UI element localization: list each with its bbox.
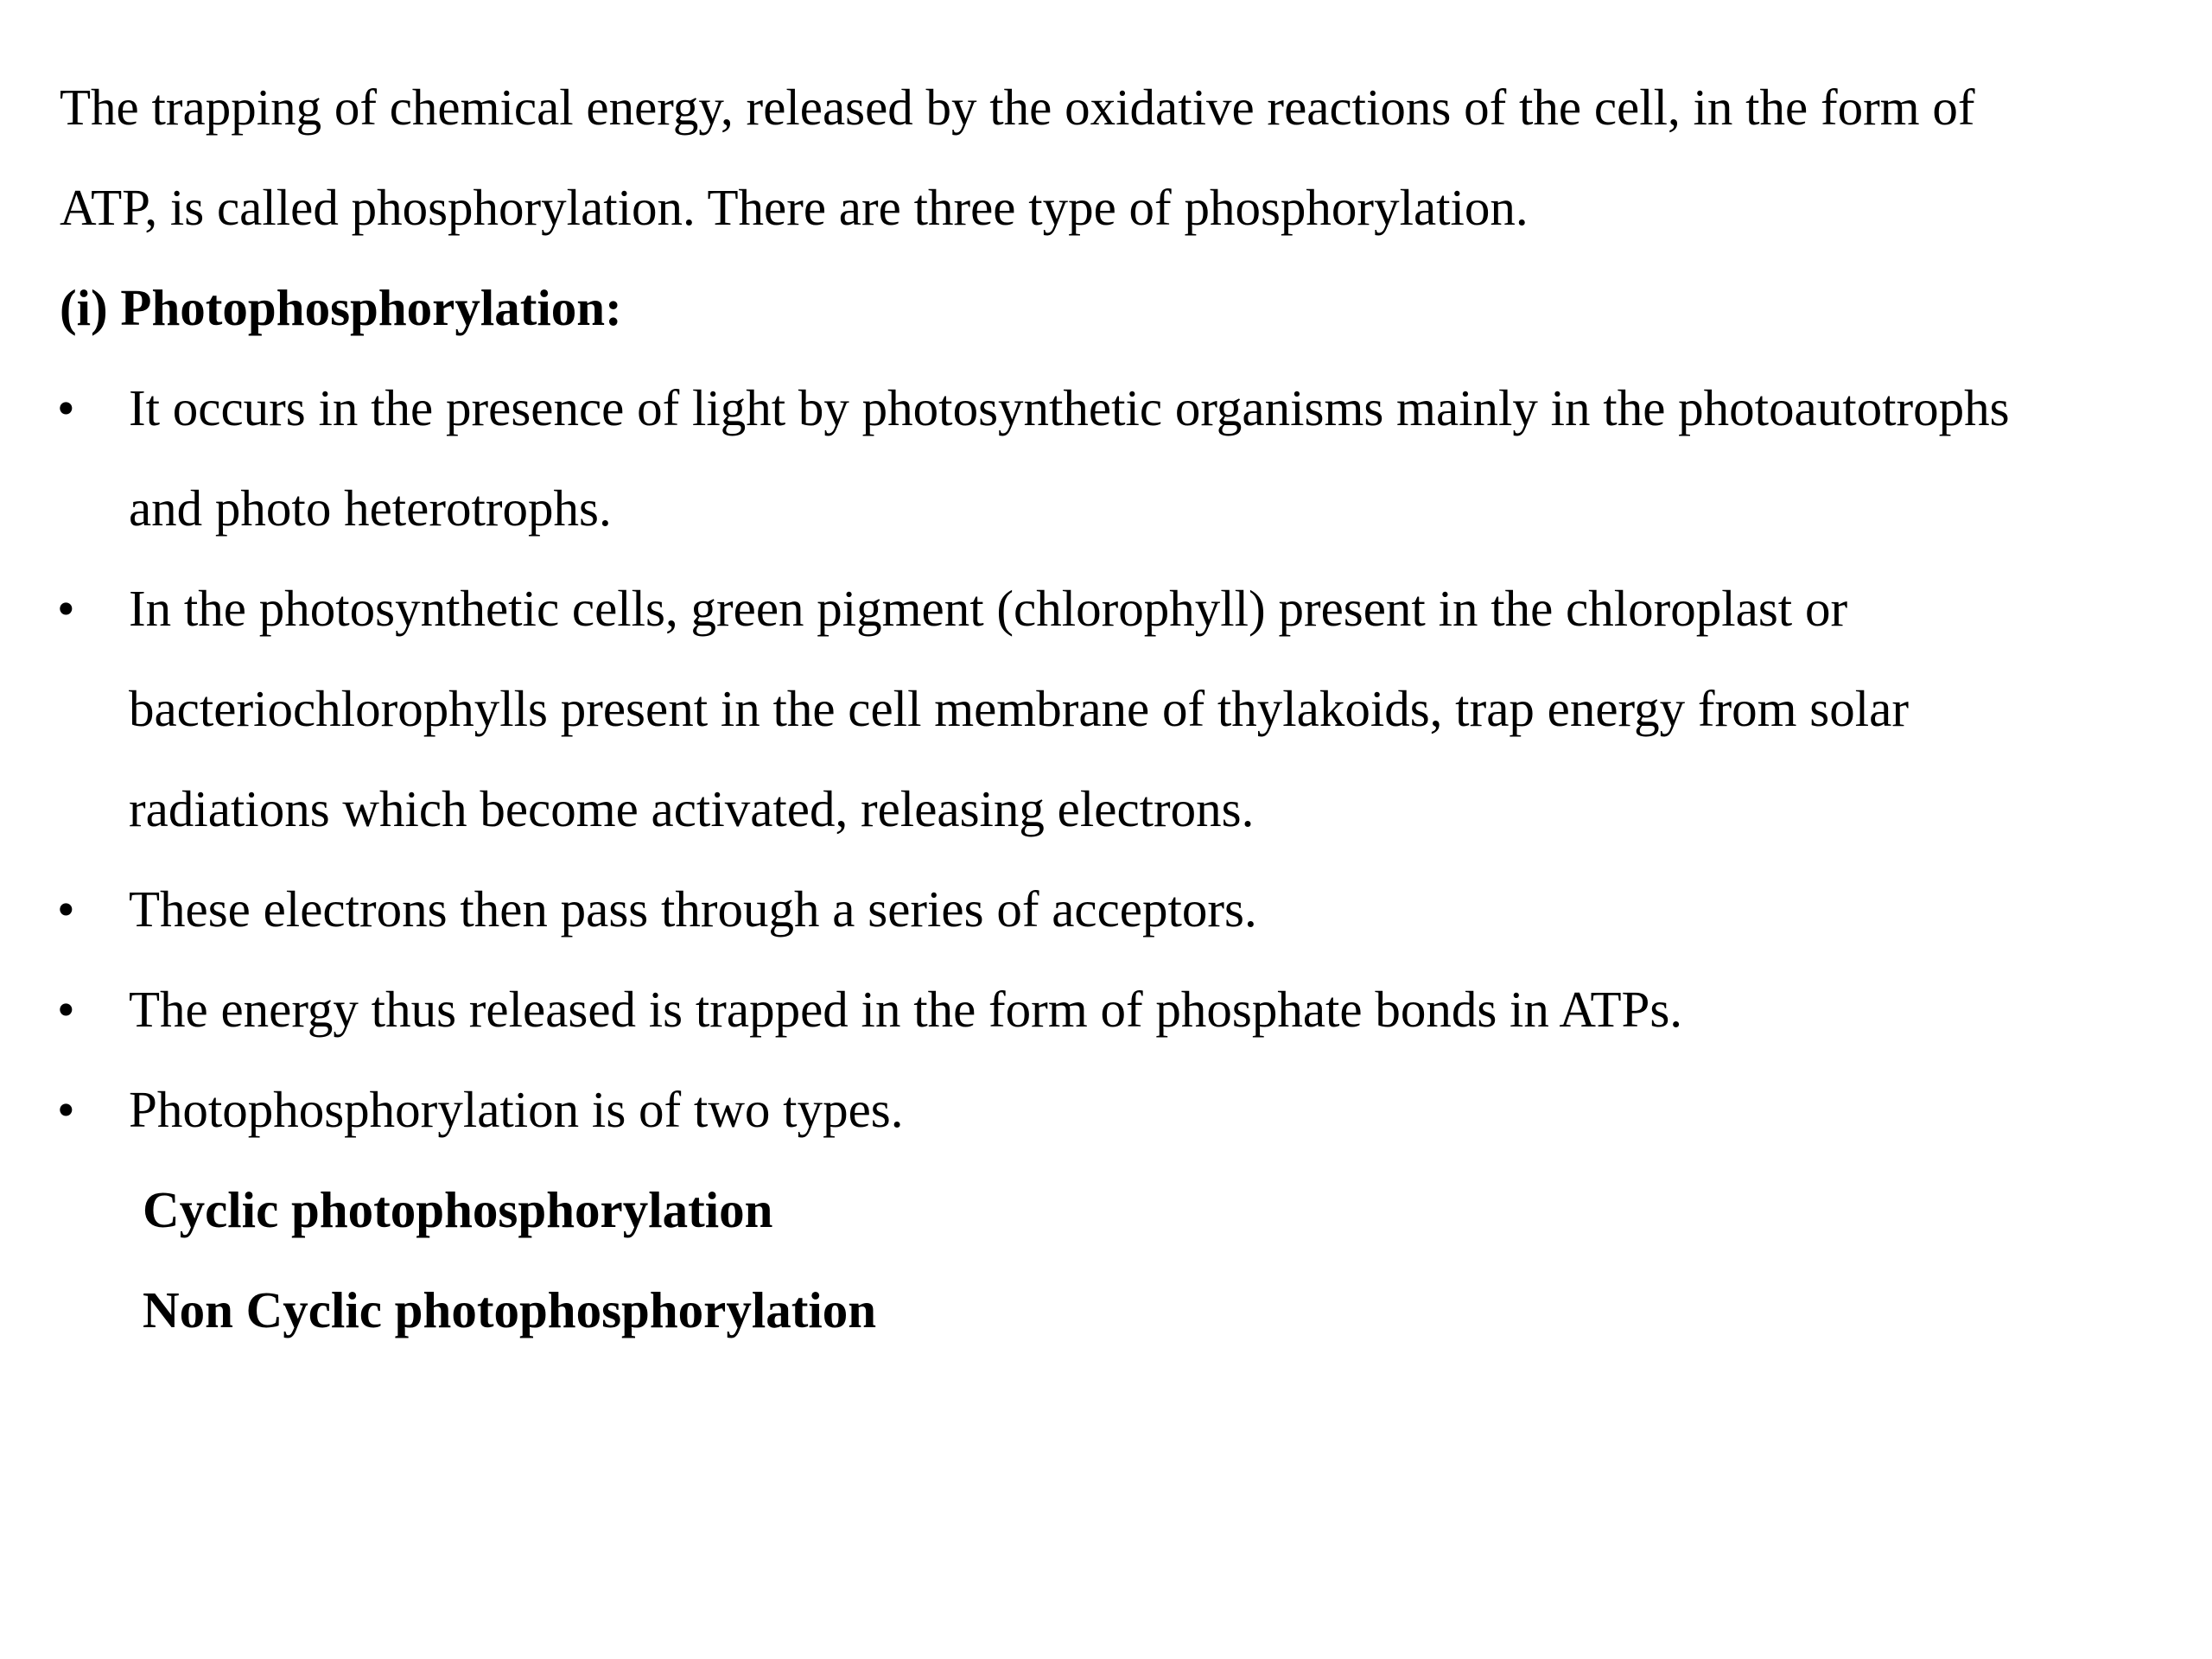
- type-cyclic: Cyclic photophosphorylation: [143, 1181, 773, 1238]
- bullet-1-line-1: It occurs in the presence of light by photosynthetic organisms mainly in the photoautotrophs: [129, 379, 2010, 436]
- bullet-icon: •: [57, 379, 75, 436]
- bullet-1-line-2: and photo heterotrophs.: [129, 480, 612, 537]
- bullet-2-line-2: bacteriochlorophylls present in the cell membrane of thylakoids, trap energy from solar: [129, 680, 1909, 737]
- bullet-icon: •: [57, 981, 75, 1038]
- bullet-3-line-1: These electrons then pass through a series of acceptors.: [129, 880, 1257, 938]
- bullet-icon: •: [57, 580, 75, 637]
- bullet-icon: •: [57, 880, 75, 938]
- bullet-icon: •: [57, 1081, 75, 1138]
- bullet-5-line-1: Photophosphorylation is of two types.: [129, 1081, 904, 1138]
- bullet-2-line-1: In the photosynthetic cells, green pigment (chlorophyll) present in the chloroplast or: [129, 580, 1848, 637]
- type-non-cyclic: Non Cyclic photophosphorylation: [143, 1281, 877, 1338]
- intro-line-1: The trapping of chemical energy, released by the oxidative reactions of the cell, in the form of: [60, 79, 1975, 136]
- intro-line-2: ATP, is called phosphorylation. There are three type of phosphorylation.: [60, 179, 1529, 236]
- bullet-4-line-1: The energy thus released is trapped in the form of phosphate bonds in ATPs.: [129, 981, 1683, 1038]
- bullet-2-line-3: radiations which become activated, releasing electrons.: [129, 780, 1255, 837]
- section-heading: (i) Photophosphorylation:: [60, 279, 622, 336]
